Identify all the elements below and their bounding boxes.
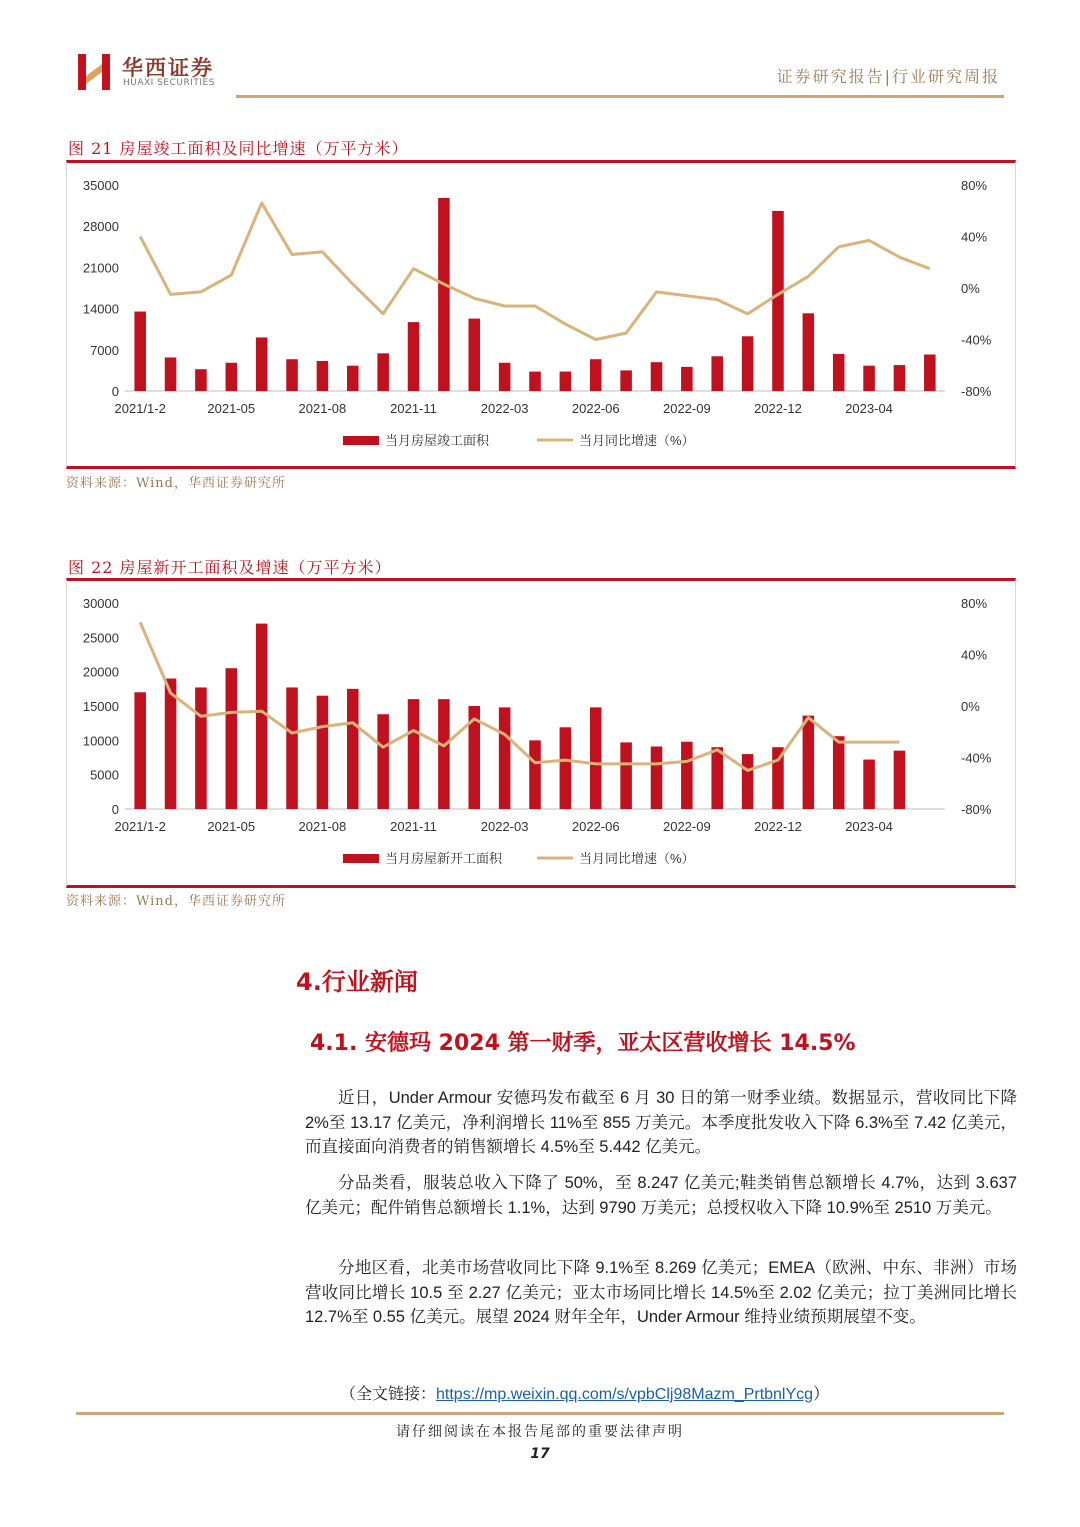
- y-right-tick-label: 80%: [961, 596, 988, 611]
- bar-new-start: [195, 687, 207, 809]
- x-tick-label: 2021-05: [207, 819, 256, 834]
- legend-bar-swatch: [343, 854, 379, 863]
- x-tick-label: 2022-09: [662, 819, 711, 834]
- y-left-tick-label: 0: [111, 384, 119, 399]
- brand-name-en: HUAXI SECURITIES: [123, 78, 215, 88]
- bar-new-start: [681, 742, 693, 809]
- subsection-title: 4.1. 安德玛 2024 第一财季，亚太区营收增长 14.5%: [310, 1031, 856, 1056]
- y-right-tick-label: -40%: [961, 750, 992, 766]
- y-right-tick-label: -40%: [961, 332, 992, 348]
- full-text-link[interactable]: https://mp.weixin.qq.com/s/vpbClj98Mazm_PrtbnlYcg: [436, 1386, 814, 1403]
- yoy-growth-line: [140, 622, 899, 770]
- bar-completion: [742, 336, 754, 391]
- y-left-tick-label: 0: [111, 802, 119, 817]
- bar-new-start: [894, 751, 906, 809]
- completion-area-chart: [67, 163, 1015, 466]
- y-left-tick-label: 28000: [82, 219, 119, 235]
- legend-bar-label: 当月房屋竣工面积: [385, 433, 490, 448]
- bar-new-start: [863, 760, 875, 809]
- bar-new-start: [377, 714, 389, 809]
- x-tick-label: 2022-03: [480, 819, 529, 834]
- figure-22-title: 图 22 房屋新开工面积及增速（万平方米）: [68, 558, 392, 577]
- y-left-tick-label: 20000: [82, 664, 119, 680]
- bar-completion: [651, 362, 663, 391]
- full-text-link-line: [340, 1381, 829, 1404]
- bar-completion: [134, 312, 146, 391]
- bar-completion: [560, 372, 572, 391]
- bar-completion: [165, 357, 177, 391]
- bar-completion: [863, 366, 875, 391]
- y-left-tick-label: 7000: [90, 342, 119, 358]
- y-right-tick-label: 40%: [961, 647, 988, 663]
- y-left-tick-label: 35000: [82, 178, 119, 193]
- bar-completion: [256, 337, 268, 391]
- bar-completion: [408, 322, 420, 391]
- legend-line-label: 当月同比增速（%）: [579, 433, 695, 448]
- header-divider: [236, 95, 1004, 98]
- x-tick-label: 2022-06: [571, 819, 620, 834]
- x-tick-label: 2022-12: [754, 819, 802, 834]
- legend-line-label: 当月同比增速（%）: [579, 851, 695, 866]
- bar-new-start: [651, 747, 663, 809]
- legend-bar-label: 当月房屋新开工面积: [385, 851, 503, 866]
- bar-new-start: [529, 740, 541, 809]
- x-tick-label: 2022-12: [754, 401, 802, 416]
- bar-new-start: [347, 689, 359, 809]
- x-tick-label: 2022-06: [571, 401, 620, 416]
- figure-22-frame: [66, 578, 1016, 888]
- bar-completion: [803, 313, 815, 391]
- bar-completion: [286, 359, 298, 391]
- figure-21-source: 资料来源：Wind，华西证券研究所: [66, 476, 286, 491]
- bar-new-start: [742, 754, 754, 809]
- y-left-tick-label: 25000: [82, 630, 119, 646]
- x-tick-label: 2021-05: [207, 401, 256, 416]
- bar-new-start: [226, 668, 238, 809]
- footer-divider: [76, 1412, 1004, 1415]
- bar-completion: [377, 353, 389, 391]
- bar-completion: [772, 211, 784, 391]
- bar-new-start: [134, 692, 146, 809]
- y-left-tick-label: 15000: [82, 699, 119, 714]
- new-start-area-chart: [67, 581, 1015, 885]
- y-right-tick-label: 80%: [961, 178, 988, 193]
- x-tick-label: 2023-04: [845, 819, 893, 834]
- section-title: 4.行业新闻: [296, 968, 418, 996]
- x-tick-label: 2021-11: [390, 401, 437, 416]
- x-tick-label: 2021-08: [298, 819, 347, 834]
- bar-new-start: [499, 707, 511, 809]
- bar-new-start: [711, 747, 723, 809]
- bar-new-start: [286, 687, 298, 809]
- bar-new-start: [560, 727, 572, 809]
- bar-new-start: [408, 699, 420, 809]
- x-tick-label: 2022-03: [480, 401, 529, 416]
- bar-completion: [529, 372, 541, 391]
- page-number: 17: [530, 1446, 550, 1462]
- bar-completion: [894, 365, 906, 391]
- bar-completion: [924, 355, 936, 391]
- bar-new-start: [256, 624, 268, 809]
- article-paragraph-3: 分地区看，北美市场营收同比下降 9.1%至 8.269 亿美元；EMEA（欧洲、中东、非洲）市场营收同比增长 10.5 至 2.27 亿美元；亚太市场同比增长 14.5%至 2.02 亿美元；拉丁美洲同比增长 12.7%至 0.55 亿美元。展望 2024 财年全年，Under Armour 维持业绩预期展望不变。: [305, 1259, 1017, 1326]
- bar-completion: [438, 198, 450, 391]
- y-left-tick-label: 5000: [90, 767, 119, 783]
- link-prefix: （全文链接：: [340, 1386, 437, 1403]
- y-left-tick-label: 21000: [82, 260, 119, 276]
- bar-new-start: [620, 742, 632, 809]
- bar-completion: [499, 363, 511, 391]
- x-tick-label: 2022-09: [662, 401, 711, 416]
- bar-completion: [711, 356, 723, 391]
- doc-type-label: 证券研究报告|行业研究周报: [776, 67, 1000, 86]
- y-left-tick-label: 14000: [82, 301, 119, 317]
- x-tick-label: 2021-08: [298, 401, 347, 416]
- x-tick-label: 2021/1-2: [114, 819, 166, 834]
- x-tick-label: 2021/1-2: [114, 401, 166, 416]
- bar-completion: [195, 369, 207, 391]
- bar-completion: [590, 359, 602, 391]
- y-right-tick-label: 0%: [961, 281, 980, 296]
- bar-completion: [317, 361, 329, 391]
- figure-21-frame: [66, 160, 1016, 469]
- figure-21-title: 图 21 房屋竣工面积及同比增速（万平方米）: [68, 139, 409, 158]
- y-right-tick-label: -80%: [961, 802, 992, 817]
- y-right-tick-label: -80%: [961, 384, 992, 399]
- bar-new-start: [803, 716, 815, 809]
- bar-new-start: [438, 699, 450, 809]
- brand-name-cn: 华西证券: [122, 56, 214, 80]
- bar-new-start: [165, 679, 177, 809]
- bar-completion: [833, 354, 845, 391]
- y-right-tick-label: 0%: [961, 699, 980, 714]
- y-left-tick-label: 30000: [82, 596, 119, 611]
- figure-22-source: 资料来源：Wind，华西证券研究所: [66, 894, 286, 909]
- bar-new-start: [590, 707, 602, 809]
- bar-new-start: [833, 736, 845, 809]
- bar-completion: [681, 367, 693, 391]
- article-paragraph-1: 近日，Under Armour 安德玛发布截至 6 月 30 日的第一财季业绩。数据显示，营收同比下降 2%至 13.17 亿美元，净利润增长 11%至 855 万美元。本季度批发收入下降 6.3%至 7.42 亿美元，而直接面向消费者的销售额增长 4.5%至 5.442 亿美元。: [305, 1089, 1017, 1156]
- bar-completion: [347, 366, 359, 391]
- article-paragraph-2: 分品类看，服装总收入下降了 50%，至 8.247 亿美元;鞋类销售总额增长 4.7%，达到 3.637 亿美元；配件销售总额增长 1.1%，达到 9790 万美元；总授权收入下降 10.9%至 2510 万美元。: [305, 1174, 1017, 1217]
- bar-completion: [620, 370, 632, 391]
- bar-completion: [226, 363, 238, 391]
- x-tick-label: 2023-04: [845, 401, 893, 416]
- y-left-tick-label: 10000: [82, 733, 119, 749]
- x-tick-label: 2021-11: [390, 819, 437, 834]
- legend-bar-swatch: [343, 436, 379, 445]
- link-suffix: ）: [813, 1386, 830, 1403]
- legal-notice: 请仔细阅读在本报告尾部的重要法律声明: [396, 1424, 684, 1440]
- huaxi-logo-icon: [76, 50, 114, 92]
- bar-new-start: [317, 696, 329, 809]
- y-right-tick-label: 40%: [961, 229, 988, 245]
- bar-completion: [468, 319, 480, 391]
